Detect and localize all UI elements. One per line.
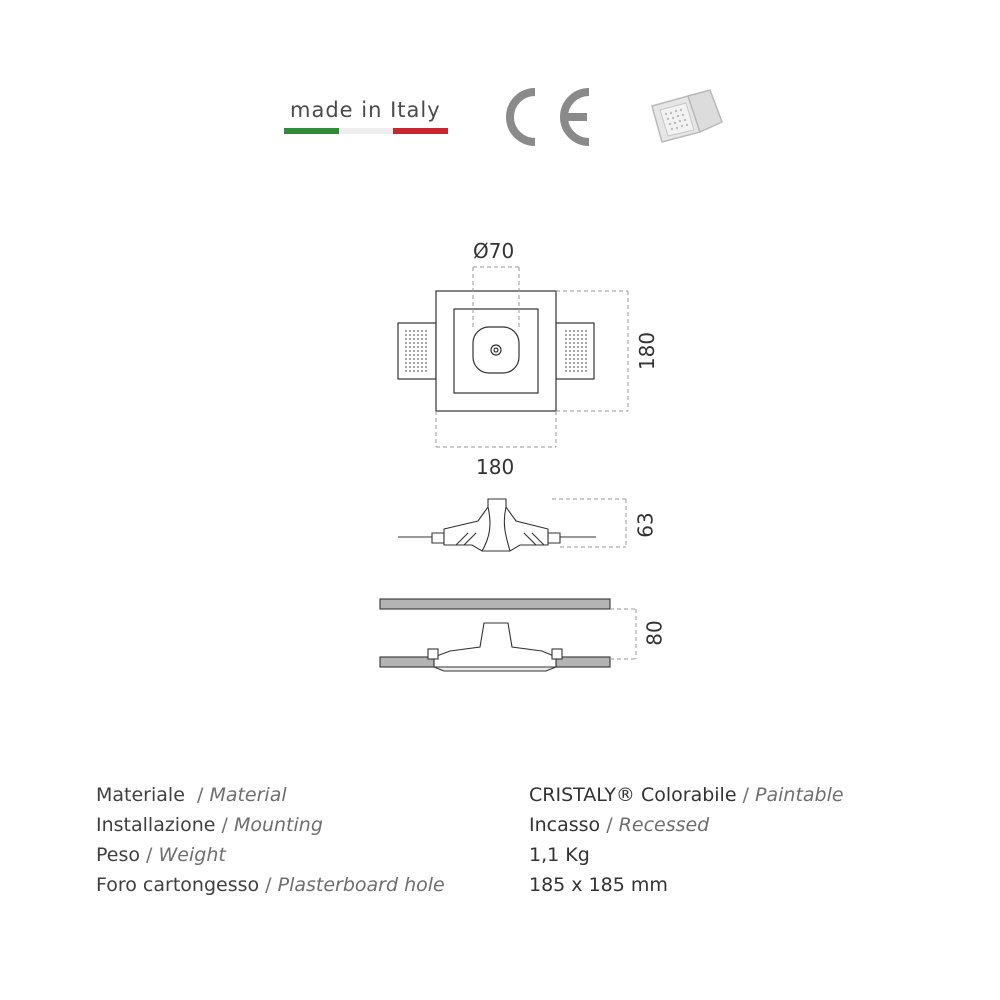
spec-value: CRISTALY® Colorabile / Paintable: [529, 784, 844, 806]
ce-mark-icon: [505, 86, 597, 148]
diameter-label: Ø70: [473, 239, 515, 263]
spec-label: Installazione / Mounting: [96, 814, 323, 836]
flag-green: [284, 128, 339, 134]
height-label: 180: [635, 331, 660, 371]
install-depth-label: 80: [642, 620, 667, 646]
spec-value: 185 x 185 mm: [529, 874, 668, 896]
width-label: 180: [476, 455, 515, 479]
depth-label: 63: [633, 512, 658, 538]
flag-white: [339, 128, 394, 134]
spec-value: Incasso / Recessed: [529, 814, 710, 836]
spec-row-material: [96, 780, 896, 810]
side-view: [398, 499, 596, 551]
top-view: [398, 291, 594, 411]
spec-row-weight: [96, 840, 896, 870]
spec-label: Peso / Weight: [96, 844, 226, 866]
specs-table: [96, 780, 896, 900]
spec-label: Foro cartongesso / Plasterboard hole: [96, 874, 445, 896]
spec-label: Materiale / Material: [96, 784, 287, 806]
flag-red: [393, 128, 448, 134]
made-in-italy-badge: [284, 98, 448, 138]
spec-value: 1,1 Kg: [529, 844, 590, 866]
made-in-italy-text: made in Italy: [290, 98, 441, 122]
spec-row-plasterboard-hole: [96, 870, 896, 900]
technical-drawing: [360, 225, 680, 685]
spec-row-mounting: [96, 810, 896, 840]
install-view: [380, 599, 610, 671]
drawing-lines: [360, 225, 680, 685]
italian-flag-stripe: [284, 128, 448, 134]
plasterboard-icon: [648, 88, 726, 144]
